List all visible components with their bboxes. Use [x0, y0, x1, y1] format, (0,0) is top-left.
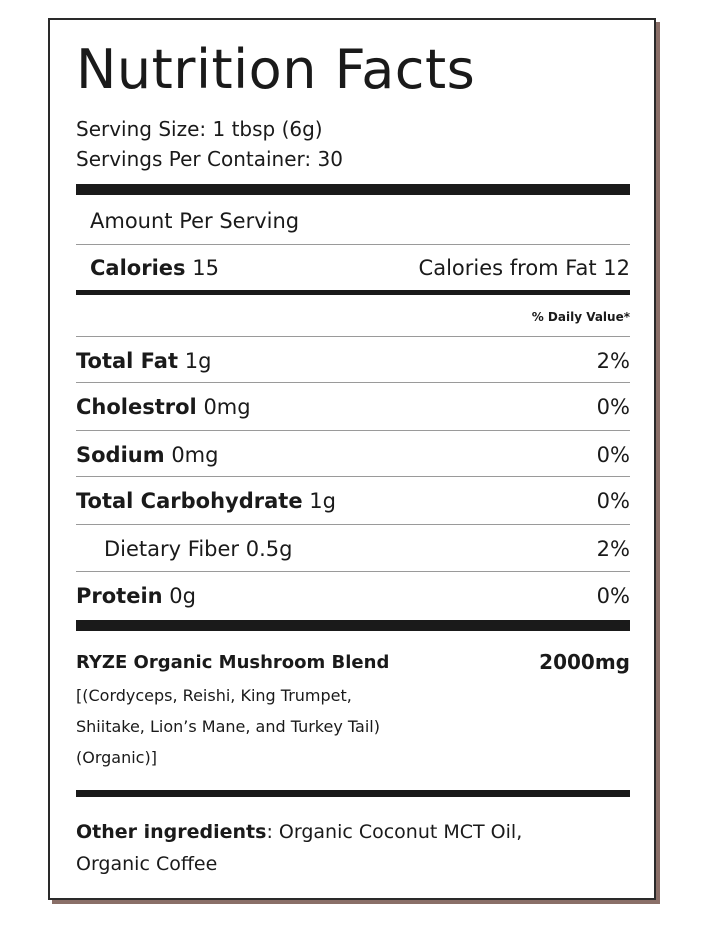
nutrient-row — [76, 386, 630, 428]
nutrient-daily-value: 2% — [596, 537, 630, 561]
thin-divider — [76, 524, 630, 525]
blend-name: RYZE Organic Mushroom Blend — [76, 651, 390, 673]
medium-divider — [76, 290, 630, 295]
thin-divider — [76, 336, 630, 337]
thin-divider — [76, 244, 630, 245]
nutrient-amount: 1g — [184, 349, 212, 373]
thick-divider — [76, 790, 630, 797]
blend-detail-line: [(Cordyceps, Reishi, King Trumpet, — [76, 686, 352, 705]
label-title: Nutrition Facts — [76, 38, 476, 101]
nutrient-amount: 0g — [169, 584, 196, 608]
blend-detail-line: (Organic)] — [76, 748, 157, 767]
nutrient-amount: 1g — [309, 489, 336, 513]
calories-from-fat-value: 12 — [603, 256, 630, 280]
servings-per-container: Servings Per Container: 30 — [76, 147, 343, 171]
nutrient-row-indented — [76, 528, 630, 570]
nutrient-daily-value: 0% — [596, 395, 630, 419]
thick-divider — [76, 620, 630, 631]
nutrient-row — [76, 340, 630, 382]
nutrient-amount: 0.5g — [245, 537, 293, 561]
blend-detail-line: Shiitake, Lion’s Mane, and Turkey Tail) — [76, 717, 380, 736]
amount-per-serving: Amount Per Serving — [90, 209, 300, 233]
other-ingredients — [76, 816, 630, 880]
nutrient-name: Total Carbohydrate — [76, 489, 303, 513]
nutrient-row — [76, 575, 630, 617]
nutrient-daily-value: 0% — [596, 443, 630, 467]
nutrient-name: Total Fat — [76, 349, 179, 373]
nutrient-amount: 0mg — [171, 443, 219, 467]
thin-divider — [76, 382, 630, 383]
calories-from-fat-label: Calories from Fat — [418, 256, 597, 280]
nutrient-name: Cholestrol — [76, 395, 197, 419]
thick-divider — [76, 184, 630, 195]
nutrient-daily-value: 0% — [596, 489, 630, 513]
nutrient-amount: 0mg — [203, 395, 251, 419]
amount-per-serving-row — [76, 204, 630, 238]
nutrient-daily-value: 2% — [596, 349, 630, 373]
blend-row — [76, 648, 630, 676]
calories-row — [76, 250, 630, 286]
calories-label: Calories — [90, 256, 186, 280]
nutrient-row — [76, 480, 630, 522]
nutrient-daily-value: 0% — [596, 584, 630, 608]
other-ingredients-label: Other ingredients — [76, 821, 267, 843]
daily-value-header: % Daily Value* — [531, 310, 630, 324]
calories-value: 15 — [192, 256, 219, 280]
other-ingredients-text-line2: Organic Coffee — [76, 853, 218, 875]
serving-size: Serving Size: 1 tbsp (6g) — [76, 117, 323, 141]
other-ingredients-text: : Organic Coconut MCT Oil, — [266, 821, 523, 843]
label-content — [76, 20, 630, 898]
blend-amount: 2000mg — [539, 650, 630, 674]
nutrient-name: Protein — [76, 584, 163, 608]
thin-divider — [76, 571, 630, 572]
nutrient-name: Dietary Fiber — [104, 537, 240, 561]
nutrition-facts-label — [48, 18, 656, 900]
nutrient-name: Sodium — [76, 443, 165, 467]
thin-divider — [76, 430, 630, 431]
thin-divider — [76, 476, 630, 477]
nutrient-row — [76, 434, 630, 476]
